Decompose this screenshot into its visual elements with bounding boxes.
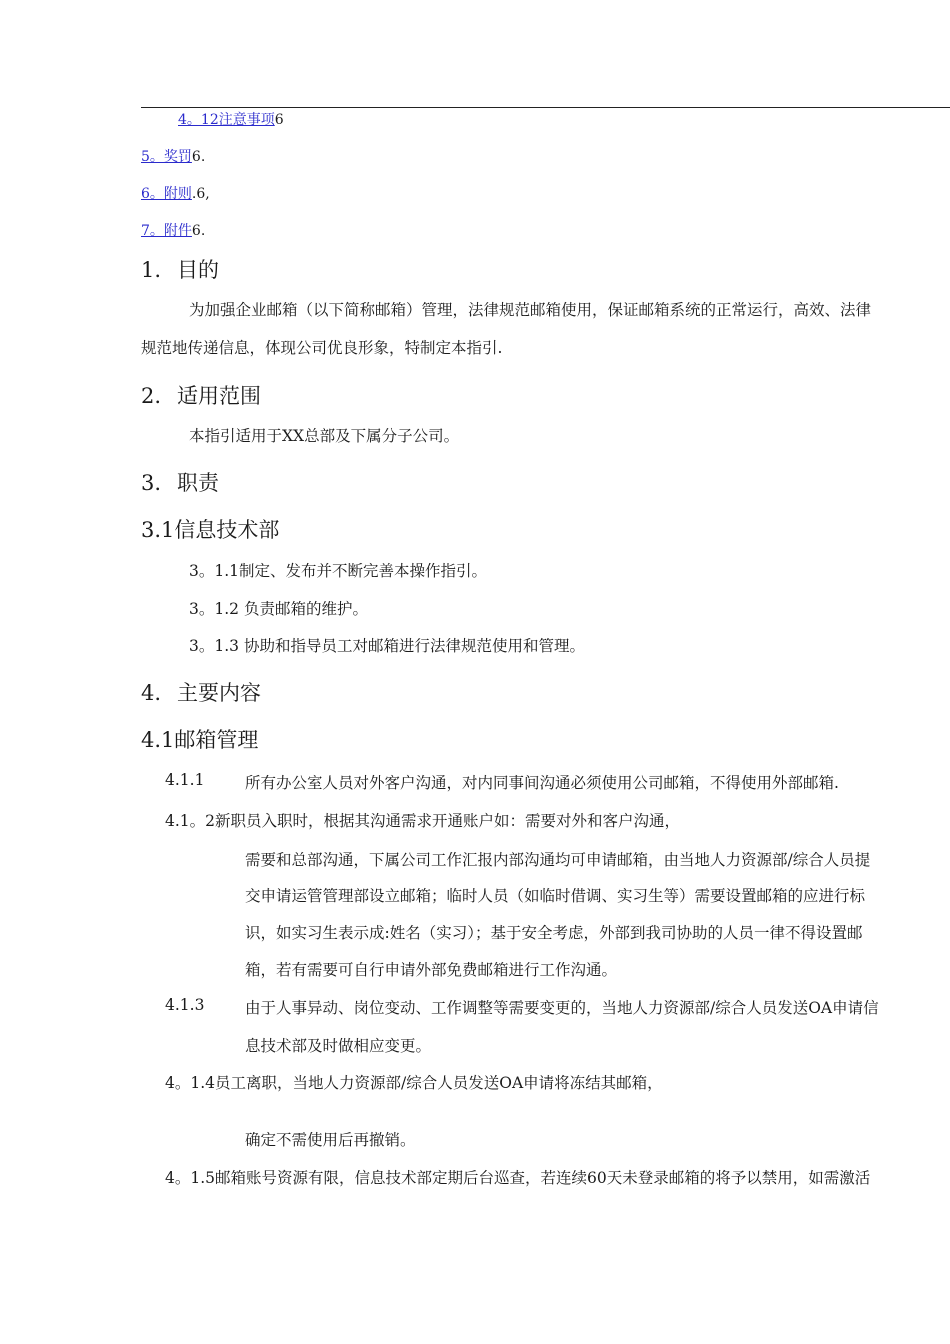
toc-entry-4-12[interactable]: [178, 109, 284, 129]
toc-entry-7[interactable]: [141, 220, 205, 240]
toc-link[interactable]: 6。附则: [141, 186, 192, 202]
toc-link[interactable]: 5。奖罚: [141, 149, 192, 165]
section-number: 1.: [141, 258, 162, 282]
toc-page-number: 6.: [191, 149, 206, 165]
clause-continuation: 息技术部及时做相应变更。: [245, 1037, 432, 1055]
section-number: 4.: [141, 681, 162, 705]
paragraph-line: 为加强企业邮箱（以下简称邮箱）管理，法律规范邮箱使用，保证邮箱系统的正常运行，高效、法律: [189, 301, 872, 319]
toc-page-number: 6.: [191, 223, 206, 239]
header-rule: [141, 107, 950, 108]
toc-link[interactable]: 4。12注意事项: [178, 112, 275, 128]
toc-link[interactable]: 7。附件: [141, 223, 192, 239]
toc-entry-5[interactable]: [141, 146, 205, 166]
subsection-heading-it-dept: 3.1信息技术部: [141, 518, 280, 542]
section-heading-purpose: [141, 254, 219, 284]
clause-text: 4。1.4员工离职，当地人力资源部/综合人员发送OA申请将冻结其邮箱，: [165, 1074, 663, 1092]
clause-number: 4.1.1: [165, 771, 205, 789]
subsection-heading-mailbox-mgmt: 4.1邮箱管理: [141, 728, 259, 752]
toc-entry-6[interactable]: [141, 183, 210, 203]
list-item: 3。1.1制定、发布并不断完善本操作指引。: [189, 562, 488, 580]
section-number: 3.: [141, 471, 162, 495]
clause-number: 4.1.3: [165, 996, 205, 1014]
clause-text: 所有办公室人员对外客户沟通，对内同事间沟通必须使用公司邮箱，不得使用外部邮箱.: [245, 774, 839, 792]
clause-text: 4.1。2新职员入职时，根据其沟通需求开通账户如：需要对外和客户沟通，: [165, 812, 681, 830]
section-title: 目的: [177, 258, 219, 282]
section-heading-main-content: [141, 677, 261, 707]
clause-text: 由于人事异动、岗位变动、工作调整等需要变更的，当地人力资源部/综合人员发送OA申请信: [245, 999, 879, 1017]
clause-continuation: 箱，若有需要可自行申请外部免费邮箱进行工作沟通。: [245, 961, 618, 979]
section-title: 职责: [177, 471, 219, 495]
paragraph-line: 规范地传递信息，体现公司优良形象，特制定本指引.: [141, 339, 503, 357]
clause-continuation: 识，如实习生表示成:姓名（实习）；基于安全考虑，外部到我司协助的人员一律不得设置邮: [245, 924, 863, 942]
section-title: 主要内容: [177, 681, 261, 705]
clause-continuation: 交申请运管管理部设立邮箱；临时人员（如临时借调、实习生等）需要设置邮箱的应进行标: [245, 887, 866, 905]
toc-page-number: 6: [274, 112, 284, 128]
section-heading-scope: [141, 380, 261, 410]
paragraph-line: 本指引适用于XX总部及下属分子公司。: [189, 427, 460, 445]
list-item: 3。1.2 负责邮箱的维护。: [189, 600, 368, 618]
toc-page-number: .6,: [191, 186, 210, 202]
section-number: 2.: [141, 384, 162, 408]
list-item: 3。1.3 协助和指导员工对邮箱进行法律规范使用和管理。: [189, 637, 585, 655]
clause-continuation: 确定不需使用后再撤销。: [245, 1131, 416, 1149]
clause-text: 4。1.5邮箱账号资源有限，信息技术部定期后台巡查，若连续60天未登录邮箱的将予以禁用，如需激活: [165, 1169, 871, 1187]
clause-continuation: 需要和总部沟通，下属公司工作汇报内部沟通均可申请邮箱，由当地人力资源部/综合人员提: [245, 851, 871, 869]
section-heading-duties: [141, 467, 219, 497]
section-title: 适用范围: [177, 384, 261, 408]
